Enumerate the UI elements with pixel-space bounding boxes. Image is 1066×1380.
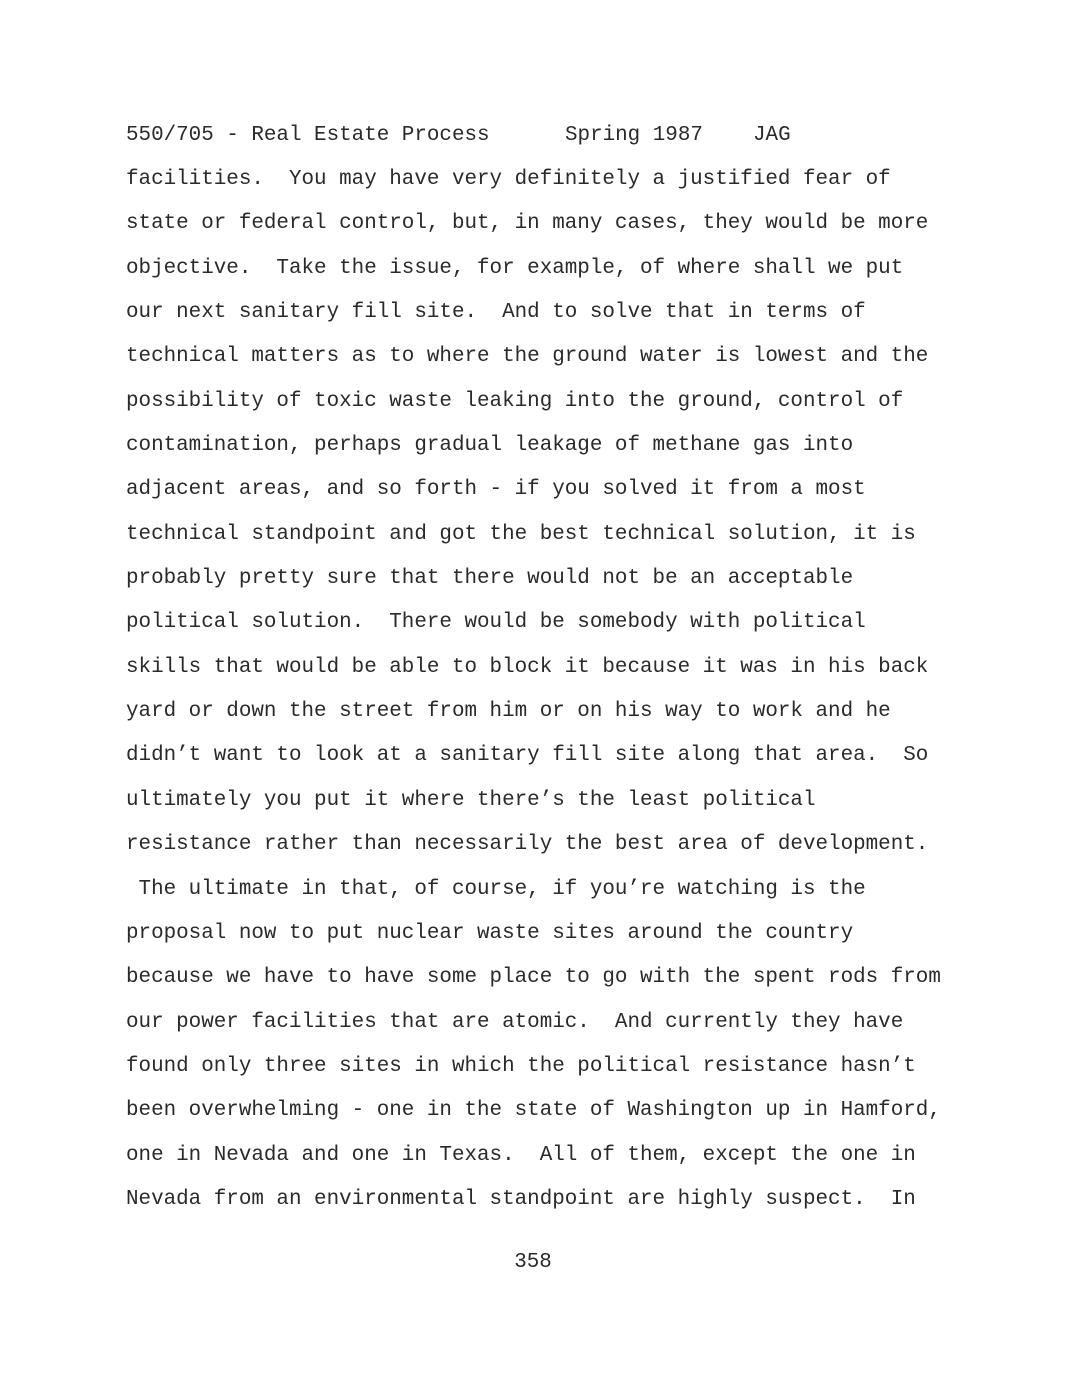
text-line: The ultimate in that, of course, if you’re watching is the	[126, 877, 866, 901]
body-text	[126, 168, 1026, 1232]
page-number: 358	[514, 1251, 552, 1274]
text-line: adjacent areas, and so forth - if you solved it from a most	[126, 478, 866, 502]
text-line: because we have to have some place to go with the spent rods from	[126, 966, 941, 990]
text-line: state or federal control, but, in many cases, they would be more	[126, 212, 929, 236]
text-line: facilities. You may have very definitely a justified fear of	[126, 168, 891, 191]
header-course: 550/705 - Real Estate Process	[126, 124, 490, 147]
text-line: our power facilities that are atomic. And currently they have	[126, 1010, 904, 1034]
text-line: contamination, perhaps gradual leakage of methane gas into	[126, 434, 854, 458]
text-line: didn’t want to look at a sanitary fill site along that area. So	[126, 744, 929, 768]
text-line: Nevada from an environmental standpoint are highly suspect. In	[126, 1187, 916, 1211]
text-line: yard or down the street from him or on his way to work and he	[126, 700, 891, 724]
text-line: political solution. There would be somebody with political	[126, 611, 866, 635]
text-line: technical standpoint and got the best technical solution, it is	[126, 522, 916, 546]
text-line: objective. Take the issue, for example, of where shall we put	[126, 256, 904, 280]
text-line: proposal now to put nuclear waste sites around the country	[126, 921, 854, 945]
text-line: skills that would be able to block it because it was in his back	[126, 655, 929, 679]
text-line: technical matters as to where the ground water is lowest and the	[126, 345, 929, 369]
text-line: found only three sites in which the political resistance hasn’t	[126, 1054, 916, 1078]
text-line: ultimately you put it where there’s the least political	[126, 788, 816, 812]
text-line: possibility of toxic waste leaking into the ground, control of	[126, 389, 904, 413]
text-line: been overwhelming - one in the state of Washington up in Hamford,	[126, 1099, 941, 1123]
text-line: one in Nevada and one in Texas. All of them, except the one in	[126, 1143, 916, 1167]
header-initials: JAG	[753, 124, 791, 147]
text-line: resistance rather than necessarily the best area of development.	[126, 833, 929, 857]
text-line: probably pretty sure that there would not be an acceptable	[126, 567, 854, 591]
header-term: Spring 1987	[565, 124, 703, 147]
text-line: our next sanitary fill site. And to solve that in terms of	[126, 301, 866, 325]
